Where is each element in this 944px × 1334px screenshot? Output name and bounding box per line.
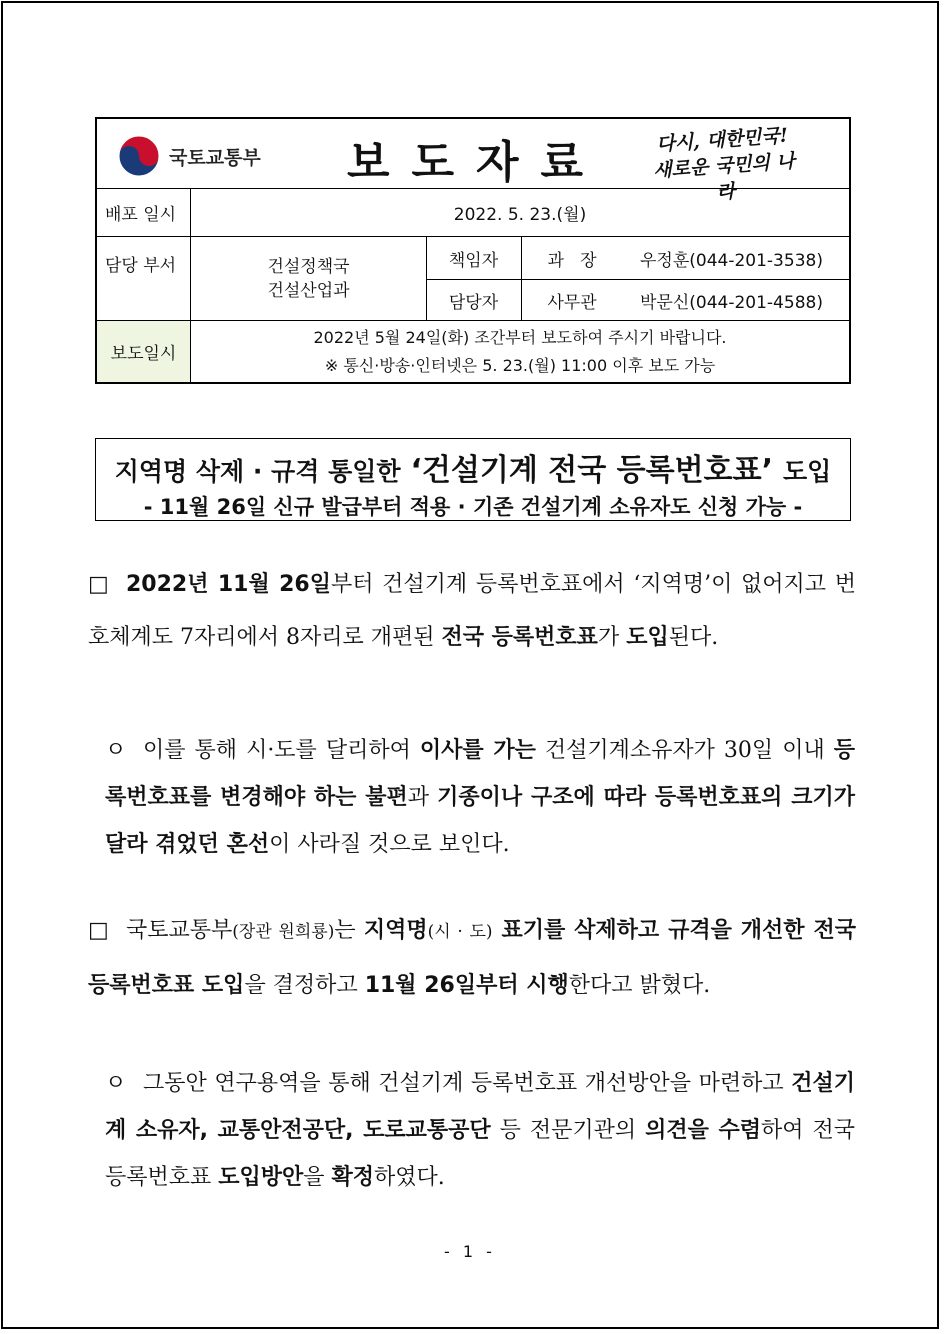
- p2-text-g: 을 결정하고: [244, 973, 365, 998]
- date-value: 2022. 5. 23.(월): [453, 205, 587, 225]
- s1-highlight-b: 이사를 가는: [419, 738, 536, 763]
- headline-title: [96, 445, 850, 489]
- headline-box: [95, 438, 851, 521]
- s2-text-e: 하여 전국 등록번호표: [105, 1118, 855, 1190]
- s1-highlight-f: 기종이나 구조에 따라 등록번호표의 크기가 달라 겪었던 혼선: [105, 785, 855, 857]
- s2-text-a: 그동안 연구용역을 통해 건설기계 등록번호표 개선방안을 마련하고: [143, 1071, 792, 1096]
- contact1-position: 과 장: [547, 250, 597, 271]
- dept-label: 담당 부서: [97, 237, 191, 320]
- s2-text-i: 하였다.: [374, 1165, 445, 1190]
- s1-text-g: 이 사라질 것으로 보인다.: [269, 832, 510, 857]
- dept-value: [191, 237, 427, 320]
- p1-highlight: 전국 등록번호표: [441, 625, 598, 650]
- release-line-1: 2022년 5월 24일(화) 조간부터 보도하여 주시기 바랍니다.: [313, 327, 727, 347]
- contact1-role: 책임자: [426, 237, 522, 279]
- s1-text-e: 과: [407, 785, 438, 810]
- s2-text-c: 등 전문기관의: [490, 1118, 646, 1143]
- department-row: [97, 237, 849, 321]
- s2-highlight-h: 확정: [331, 1165, 375, 1190]
- p2-text-i: 한다고 밝혔다.: [568, 973, 711, 998]
- contact2-person: 박문신(044-201-4588): [640, 292, 823, 313]
- headline-subtitle: - 11월 26일 신규 발급부터 적용 · 기존 건설기계 소유자도 신청 가능 -: [143, 495, 803, 519]
- s2-highlight-d: 의견을 수렴: [645, 1118, 762, 1143]
- s2-highlight-f: 도입방안: [218, 1165, 304, 1190]
- slogan-line-1: 다시, 대한민국!: [655, 124, 789, 156]
- slogan-line-2: 새로운 국민의 나라: [652, 150, 796, 204]
- dept-line-2: 건설산업과: [267, 280, 350, 301]
- p2-highlight-d: 지역명: [363, 918, 428, 943]
- p2-region: (시 · 도): [427, 922, 493, 942]
- date-label: 배포 일시: [97, 189, 191, 236]
- contact1-person: 우정훈(044-201-3538): [640, 250, 823, 271]
- p2-text-a: 국토교통부: [126, 918, 233, 943]
- contact-row-1: [426, 237, 849, 280]
- ministry-name: 국토교통부: [169, 146, 261, 169]
- release-value: [191, 321, 849, 382]
- title-row: [97, 119, 849, 204]
- distribution-date-row: [97, 189, 849, 237]
- paragraph-2: [88, 904, 856, 1012]
- s1-text-c: 건설기계소유자가 30일 이내: [535, 738, 834, 763]
- paragraph-1: [88, 558, 856, 664]
- headline-main: ‘건설기계 전국 등록번호표’: [410, 453, 773, 488]
- release-row: [97, 321, 849, 382]
- doc-title: 보도자료: [347, 137, 606, 188]
- release-line-2: ※ 통신·방송·인터넷은 5. 23.(월) 11:00 이후 보도 가능: [324, 355, 716, 375]
- p2-highlight-h: 11월 26일부터 시행: [364, 973, 569, 998]
- taegeuk-logo-icon: [117, 134, 161, 178]
- s1-highlight-d: 등록번호표를 변경해야 하는 불편: [105, 738, 856, 810]
- release-label: 보도일시: [97, 321, 191, 382]
- p2-highlight-f: 표기를 삭제하고 규격을 개선한 전국 등록번호표 도입: [88, 918, 856, 998]
- p1-text: 부터 건설기계 등록번호표에서 ‘지역명’이 없어지고 번호체계도 7자리에서 8자리로 개편된: [88, 572, 856, 650]
- circle-bullet-icon: ㅇ: [105, 738, 127, 763]
- s1-text-a: 이를 통해 시·도를 달리하여: [143, 738, 420, 763]
- page-number: - 1 -: [444, 1242, 496, 1261]
- p1-date: 2022년 11월 26일: [126, 572, 331, 597]
- p1-highlight-2: 도입: [626, 625, 669, 650]
- circle-bullet-icon: ㅇ: [105, 1071, 127, 1096]
- p1-text-2: 가: [597, 625, 627, 650]
- headline-post: 도입: [782, 457, 832, 486]
- p2-text-c: 는: [334, 918, 364, 943]
- p1-text-3: 된다.: [668, 625, 719, 650]
- press-release-header: [95, 117, 851, 384]
- headline-pre: 지역명 삭제 · 규격 통일한: [114, 457, 401, 486]
- dept-line-1: 건설정책국: [267, 256, 350, 277]
- contact2-role: 담당자: [426, 279, 522, 321]
- sub-paragraph-1: [105, 727, 855, 868]
- s2-highlight-b: 건설기계 소유자, 교통안전공단, 도로교통공단: [105, 1071, 855, 1143]
- s2-text-g: 을: [303, 1165, 332, 1190]
- contact-row-2: [426, 279, 849, 321]
- p2-minister: (장관 원희룡): [232, 922, 335, 942]
- square-bullet-icon: □: [88, 572, 109, 597]
- sub-paragraph-2: [105, 1060, 855, 1201]
- ministry-logo: [117, 134, 261, 178]
- square-bullet-icon: □: [88, 918, 109, 943]
- contact2-position: 사무관: [547, 292, 597, 313]
